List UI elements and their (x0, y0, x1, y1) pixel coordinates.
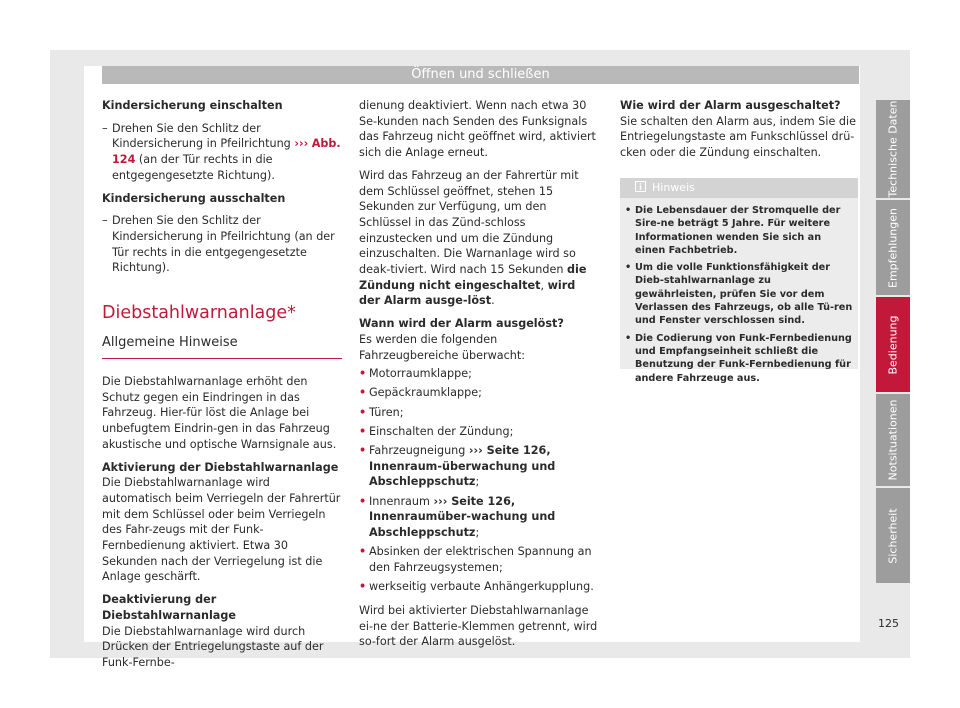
emphasis-alarm: wird der Alarm ausge-löst (359, 278, 576, 308)
list-item-text: Türen; (369, 405, 404, 419)
schluessel-paragraph (359, 168, 599, 309)
list-item (359, 366, 599, 382)
tab-label: Sicherheit (886, 507, 900, 564)
ueberwachung-intro: Es werden die folgenden Fahrzeugbereiche überwacht: (359, 332, 525, 362)
tab-label: Technische Daten (886, 100, 900, 198)
step-kindersicherung-aus: – Drehen Sie den Schlitz der Kindersicherung in Pfeilrichtung (an der Tür rechts in die entgegengesetzte Richtung). (102, 213, 342, 276)
tab-notsituationen[interactable] (876, 394, 910, 486)
bullet: • (359, 386, 367, 400)
hinweis-item (625, 332, 853, 385)
list-item-text: werkseitig verbaute Anhängerkupplung. (369, 580, 594, 594)
list-item (359, 385, 599, 401)
tab-label: Notsituationen (886, 399, 900, 481)
deaktivierung-paragraph: Die Diebstahlwarnanlage wird durch Drücken der Entriegelungstaste auf der Funk-Fernbe- (102, 624, 324, 669)
hinweis-box (620, 178, 858, 384)
page-number: 125 (878, 617, 899, 630)
arrow-marker: ››› (294, 137, 309, 151)
deaktivierung-continued: dienung deaktiviert. Wenn nach etwa 30 Se-kunden nach Senden des Funksignals das Fahrzeug nicht geöffnet wird, aktiviert sich die Anlage erneut. (359, 99, 596, 160)
list-item-text: Fahrzeugneigung (369, 444, 469, 458)
arrow-marker: ››› (433, 494, 448, 508)
heading-aktivierung: Aktivierung der Diebstahlwarnanlage (102, 460, 339, 474)
hinweis-item-text: Die Lebensdauer der Stromquelle der Sire-ne beträgt 5 Jahre. Für weitere Informationen wenden Sie sich an einen Fachbetrieb. (635, 205, 841, 256)
figure-reference-link[interactable]: Abb. 124 (112, 137, 341, 167)
column-middle (359, 98, 599, 650)
list-item (359, 443, 599, 490)
page-header: Öffnen und schließen (102, 66, 859, 84)
heading-alarm-ausschalten: Wie wird der Alarm ausgeschaltet? (620, 99, 841, 112)
step-kindersicherung-ein (102, 121, 342, 184)
list-item-text: Absinken der elektrischen Spannung an den Fahrzeugsystemen; (369, 545, 592, 574)
period: . (491, 294, 495, 308)
hinweis-header (620, 178, 858, 198)
tab-sicherheit[interactable] (876, 488, 910, 583)
tab-label: Empfehlungen (886, 207, 900, 288)
intro-paragraph: Die Diebstahlwarnanlage erhöht den Schutz gegen ein Eindringen in das Fahrzeug. Hier-für löst die Anlage bei unbefugtem Eindrin-gen in das Fahrzeug akustische und optische Warnsignale aus. (102, 375, 337, 451)
step-text-end: (an der Tür rechts in die entgegengesetzte Richtung). (112, 153, 275, 182)
list-item (359, 579, 599, 595)
column-right (620, 98, 860, 161)
list-item (359, 424, 599, 440)
hinweis-title: Hinweis (652, 181, 695, 194)
list-item (359, 544, 599, 575)
bullet: • (359, 580, 367, 594)
subsection-title: Allgemeine Hinweise (102, 334, 342, 359)
section-title: Diebstahlwarnanlage* (102, 303, 296, 324)
list-item (359, 405, 599, 421)
heading-kindersicherung-ein: Kindersicherung einschalten (102, 99, 283, 112)
heading-deaktivierung: Deaktivierung der Diebstahlwarnanlage (102, 593, 236, 622)
emphasis-zuendung: die Zündung nicht eingeschaltet (359, 263, 587, 292)
bullet: • (625, 332, 632, 344)
list-item-text: Innenraum (369, 494, 434, 508)
step-text: Drehen Sie den Schlitz der Kindersicherung in Pfeilrichtung (112, 121, 295, 151)
list-item-text: Gepäckraumklappe; (369, 386, 482, 400)
heading-kindersicherung-aus: Kindersicherung ausschalten (102, 191, 286, 205)
page-reference-link[interactable]: Seite 126, Innenraum-überwachung und Abschleppschutz (369, 444, 556, 489)
aktivierung-paragraph: Die Diebstahlwarnanlage wird automatisch beim Verriegeln der Fahrertür mit dem Schlüssel oder beim Verriegeln des Fahr-zeugs mit der Funk-Fernbedienung aktiviert. Etwa 30 Sekunden nach der Verriegelung ist die Anlage geschärft. (102, 476, 341, 584)
tab-empfehlungen[interactable] (876, 200, 910, 295)
bullet: • (359, 494, 367, 508)
list-item-text: Motorraumklappe; (369, 367, 472, 381)
schluessel-text: Wird das Fahrzeug an der Fahrertür mit dem Schlüssel geöffnet, stehen 15 Sekunden zur Verfügung, um den Schlüssel in das Zünd-schloss einzustecken und um die Zündung einzuschalten. Die Warnanlage wird so deak-tiviert. Wird nach 15 Sekunden (359, 168, 579, 277)
info-icon (635, 179, 646, 190)
hinweis-item-text: Die Codierung von Funk-Fernbedienung und Empfangseinheit schließt die Benutzung der Funk-Fernbedienung für andere Fahrzeuge aus. (635, 332, 852, 384)
list-item-text: Einschalten der Zündung; (369, 424, 514, 438)
list-item-end: ; (475, 526, 480, 540)
tab-bedienung[interactable] (876, 297, 910, 392)
hinweis-body (620, 198, 858, 385)
heading-alarm-ausgeloest: Wann wird der Alarm ausgelöst? (359, 317, 564, 331)
list-item-end: ; (475, 475, 480, 489)
separator: , (540, 278, 548, 292)
tab-technische-daten[interactable] (876, 100, 910, 198)
page-reference-link[interactable]: Seite 126, Innenraumüber-wachung und Abschleppschutz (369, 494, 556, 540)
hinweis-item (625, 204, 853, 257)
bullet: • (359, 444, 367, 458)
hinweis-item (625, 261, 853, 327)
arrow-marker: ››› (468, 444, 483, 458)
bullet: • (359, 367, 367, 381)
list-item (359, 494, 599, 541)
alarm-ausschalten-paragraph: Sie schalten den Alarm aus, indem Sie die Entriegelungstaste am Funkschlüssel drü-cken oder die Zündung einschalten. (620, 114, 856, 160)
bullet: • (359, 545, 367, 559)
hinweis-item-text: Um die volle Funktionsfähigkeit der Dieb-stahlwarnanlage zu gewährleisten, prüfen Sie vor dem Verlassen des Fahrzeugs, ob alle Tü-ren und Fenster verschlossen sind. (635, 262, 853, 327)
bullet: • (359, 424, 367, 438)
column-left (102, 98, 342, 671)
bullet: • (359, 405, 367, 419)
batterie-paragraph: Wird bei aktivierter Diebstahlwarnanlage ei-ne der Batterie-Klemmen getrennt, wird so-fort der Alarm ausgelöst. (359, 603, 598, 649)
bullet: • (625, 205, 632, 216)
bullet: • (625, 262, 632, 274)
tab-label: Bedienung (886, 314, 900, 375)
